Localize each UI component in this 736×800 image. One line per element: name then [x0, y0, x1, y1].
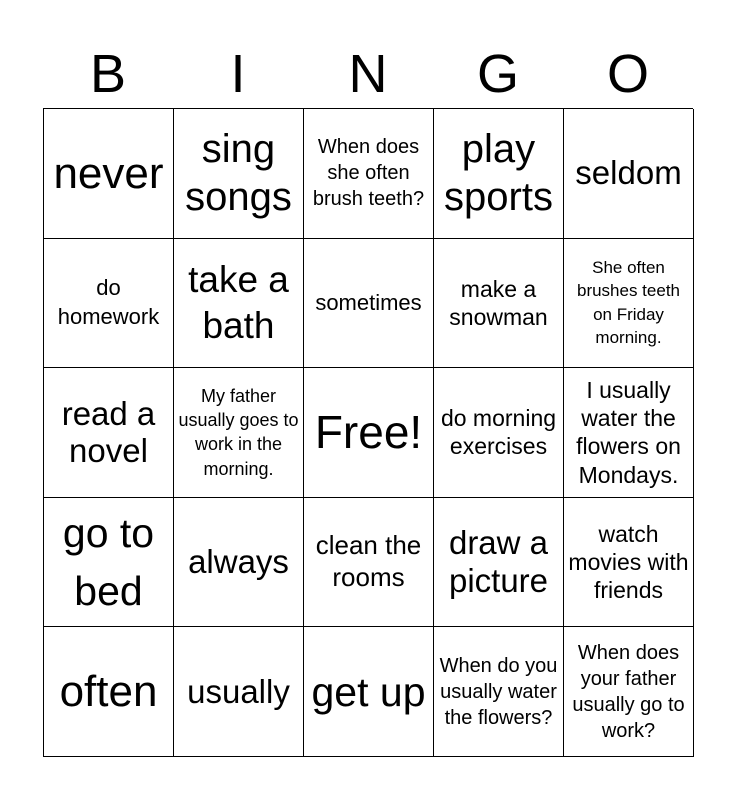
cell-text: watch movies with friends: [568, 521, 689, 604]
bingo-cell[interactable]: [304, 498, 434, 628]
bingo-cell[interactable]: [564, 368, 694, 498]
cell-text: do morning exercises: [440, 405, 557, 460]
bingo-cell[interactable]: [564, 239, 694, 369]
header-letter-o: O: [606, 44, 649, 104]
bingo-cell[interactable]: [44, 368, 174, 498]
cell-text: sing songs: [185, 126, 292, 220]
bingo-cell[interactable]: [304, 627, 434, 757]
bingo-cell[interactable]: [44, 498, 174, 628]
bingo-cell[interactable]: [434, 627, 564, 757]
bingo-cell[interactable]: [174, 109, 304, 239]
header-letter-g: G: [476, 44, 519, 104]
bingo-cell[interactable]: [564, 498, 694, 628]
bingo-cell[interactable]: [434, 498, 564, 628]
cell-text: I usually water the flowers on Mondays.: [576, 377, 681, 488]
bingo-cell[interactable]: [174, 498, 304, 628]
bingo-cell[interactable]: [44, 109, 174, 239]
cell-text: When do you usually water the flowers?: [439, 654, 558, 729]
bingo-header: [43, 40, 693, 108]
cell-text: clean the rooms: [315, 530, 422, 593]
cell-text: My father usually goes to work in the morning.: [178, 385, 299, 479]
bingo-cell[interactable]: [564, 109, 694, 239]
cell-text: sometimes: [315, 289, 422, 315]
cell-text: seldom: [575, 154, 682, 192]
bingo-cell[interactable]: [434, 109, 564, 239]
cell-text: always: [188, 543, 289, 581]
header-letter-b: B: [89, 44, 127, 104]
bingo-cell[interactable]: [174, 627, 304, 757]
header-letter-n: N: [348, 44, 388, 104]
bingo-cell[interactable]: [44, 239, 174, 369]
cell-text: go to bed: [62, 509, 155, 615]
cell-text: play sports: [444, 126, 553, 220]
cell-text: She often brushes teeth on Friday morning.: [576, 257, 680, 348]
bingo-cell[interactable]: [174, 368, 304, 498]
cell-text: When does your father usually go to work?: [572, 641, 685, 742]
cell-text: do homework: [57, 275, 160, 329]
cell-text: usually: [187, 672, 290, 710]
bingo-cell[interactable]: [174, 239, 304, 369]
bingo-cell[interactable]: [44, 627, 174, 757]
cell-text: take a bath: [188, 258, 289, 346]
bingo-cell[interactable]: [304, 239, 434, 369]
bingo-cell[interactable]: [304, 109, 434, 239]
cell-text: get up: [311, 668, 426, 715]
bingo-cell[interactable]: [564, 627, 694, 757]
bingo-cell[interactable]: [434, 368, 564, 498]
cell-text: When does she often brush teeth?: [312, 136, 425, 211]
bingo-cell[interactable]: [304, 368, 434, 498]
bingo-cell[interactable]: [434, 239, 564, 369]
cell-text: never: [53, 148, 164, 198]
cell-text: draw a picture: [448, 524, 549, 600]
free-space: Free!: [314, 406, 423, 459]
bingo-board: [43, 108, 693, 757]
cell-text: often: [59, 666, 158, 716]
cell-text: make a snowman: [449, 275, 548, 330]
header-letter-i: I: [230, 44, 246, 104]
cell-text: read a novel: [61, 394, 156, 470]
